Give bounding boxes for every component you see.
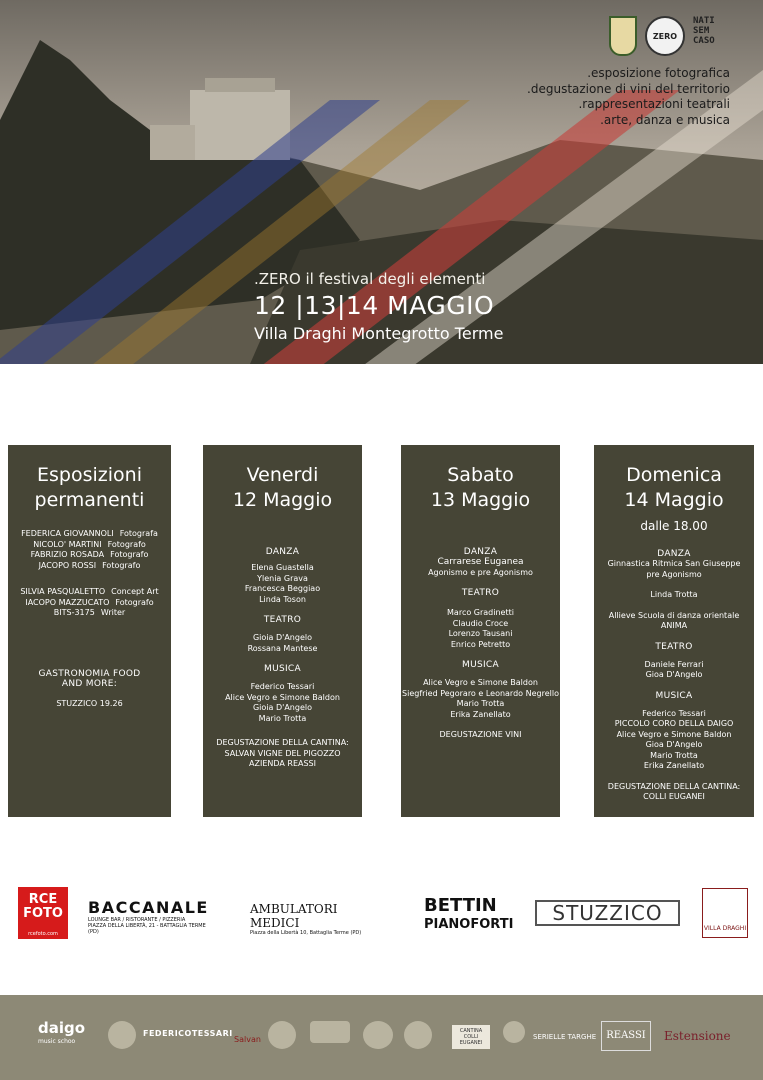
performer: Daniele Ferrari (644, 659, 704, 669)
performer: Linda Toson (259, 594, 306, 604)
section-heading: MUSICA (264, 664, 301, 674)
section-heading: MUSICA (462, 660, 499, 670)
performer: Gioia D'Angelo (252, 703, 312, 712)
daigo-sub: music schoo (38, 1038, 76, 1045)
performer: Rossana Mantese (247, 643, 318, 653)
person-role: Fotografo (107, 539, 146, 549)
baccanale-addr: PIAZZA DELLA LIBERTÀ, 21 - BATTAGLIA TERME (PD) (88, 923, 206, 935)
title-line: Domenica (626, 464, 722, 486)
column-title (8, 445, 171, 513)
performer: Erika Zanellato (643, 761, 705, 770)
gastronomia-heading: AND MORE: (61, 678, 118, 689)
partner-icon (310, 1021, 350, 1043)
performer: Ginnastica Ritmica San Giuseppe (607, 559, 741, 568)
person-name: FABRIZIO ROSADA (30, 550, 105, 559)
performer: pre Agonismo (646, 569, 702, 579)
hero-text (254, 270, 503, 343)
performer: Federico Tessari (642, 708, 706, 718)
ambulatori-logo (250, 902, 390, 936)
section-heading: DANZA (657, 549, 691, 559)
performer: Claudio Croce (452, 618, 509, 628)
start-time: dalle 18.00 (640, 519, 708, 533)
partner-logos (609, 16, 733, 56)
feature-list (527, 66, 730, 128)
ambulatori-addr: Piazza della Libertà 10, Battaglia Terme (PD) (250, 930, 362, 936)
performer: Alice Vegro e Simone Baldon (616, 729, 732, 739)
daigo-name: daigo (38, 1019, 86, 1037)
estensione-logo: Estensione (664, 1029, 731, 1043)
person-role: Fotografo (102, 560, 141, 570)
person-name: FEDERICA GIOVANNOLI (21, 529, 114, 538)
performer: Siegfried Pegoraro e Leonardo Negrello (402, 688, 559, 698)
person-role: Concept Art (111, 587, 159, 596)
performer: Gioa D'Angelo (645, 740, 703, 749)
salvan-logo: Salvan (234, 1035, 261, 1044)
partner-icon (404, 1021, 432, 1049)
hero-banner (0, 0, 763, 364)
gastronomia-heading: GASTRONOMIA FOOD (38, 668, 141, 679)
person-name: BITS-3175 (53, 608, 95, 617)
performer: Linda Trotta (650, 590, 698, 599)
title-line: Sabato (447, 464, 514, 486)
cantina-heading: DEGUSTAZIONE DELLA CANTINA: (216, 738, 349, 747)
section-heading: TEATRO (655, 641, 693, 652)
rce-foto-logo (18, 887, 68, 939)
section-heading: DANZA (463, 547, 498, 557)
festival-dates: 12 |13|14 MAGGIO (254, 291, 495, 320)
cantina-heading: DEGUSTAZIONE DELLA CANTINA: (607, 781, 741, 791)
section-heading: TEATRO (263, 615, 302, 625)
performer: Marco Gradinetti (447, 608, 514, 617)
performer: Francesca Beggiao (244, 584, 321, 593)
column-sabato (401, 445, 560, 817)
degustazione-heading: DEGUSTAZIONE VINI (439, 730, 522, 739)
performer: Erika Zanellato (450, 709, 511, 719)
feature-item: .esposizione fotografica (587, 66, 730, 80)
title-line: 12 Maggio (232, 489, 333, 511)
column-esposizioni (8, 445, 171, 817)
section-heading: DANZA (265, 547, 300, 557)
feature-item: .rappresentazioni teatrali (578, 97, 730, 111)
performer: Enrico Petretto (450, 639, 511, 649)
column-title (401, 445, 560, 513)
performer: Mario Trotta (650, 750, 698, 760)
ambulatori-name: AMBULATORI MEDICI (250, 902, 338, 930)
villa-draghi-logo: VILLA DRAGHI (702, 888, 748, 938)
cantina-name: SALVAN VIGNE DEL PIGOZZO (224, 748, 341, 758)
partner-icon (503, 1021, 525, 1043)
baccanale-sub: LOUNGE BAR / RISTORANTE / PIZZERIA (88, 917, 186, 923)
festival-place: Villa Draghi Montegrotto Terme (254, 324, 504, 343)
column-venerdi (203, 445, 362, 817)
federico-logo: FEDERICOTESSARI (143, 1029, 233, 1038)
baccanale-name: BACCANALE (88, 898, 209, 917)
person-role: Writer (100, 608, 126, 617)
person-name: JACOPO ROSSI (38, 560, 97, 570)
reassi-logo: REASSI (601, 1021, 651, 1051)
zero-logo: ZERO (645, 16, 685, 56)
emblem-icon (108, 1021, 136, 1049)
sponsor-row (0, 880, 763, 946)
performer: Lorenzo Tausani (448, 629, 513, 638)
rce-site: rcefoto.com (28, 931, 58, 937)
performer: Federico Tessari (250, 682, 315, 691)
performer: Carrarese Euganea (437, 557, 524, 567)
performer: Allieve Scuola di danza orientale (608, 610, 740, 620)
title-line: permanenti (34, 489, 145, 511)
performer: Mario Trotta (456, 699, 505, 708)
bettin-name: BETTIN (424, 895, 497, 916)
column-domenica (594, 445, 754, 817)
feature-item: .arte, danza e musica (600, 112, 730, 127)
column-title (594, 445, 754, 513)
person-name: NICOLO' MARTINI (33, 539, 102, 549)
performer: Alice Vegro e Simone Baldon (225, 692, 340, 702)
festival-subtitle: .ZERO il festival degli elementi (254, 270, 486, 288)
baccanale-logo (88, 898, 218, 935)
footer-sponsor-band (0, 995, 763, 1080)
feature-item: .degustazione di vini del territorio (527, 81, 730, 96)
performer: Gioa D'Angelo (645, 670, 703, 679)
section-heading: TEATRO (461, 588, 500, 598)
person-role: Fotografo (115, 597, 154, 607)
performer: ANIMA (660, 621, 688, 630)
performer: PICCOLO CORO DELLA DAIGO (614, 719, 734, 728)
rce-text: RCE FOTO (23, 892, 63, 921)
title-line: Esposizioni (37, 464, 142, 486)
performer: Agonismo e pre Agonismo (428, 567, 533, 577)
daigo-logo (38, 1021, 85, 1049)
person-name: SILVIA PASQUALETTO (20, 587, 106, 596)
performer: Mario Trotta (258, 713, 307, 723)
cantina-name: COLLI EUGANEI (643, 792, 705, 801)
nati-logo: NATI SEM CASO (693, 16, 715, 46)
performer: Gioia D'Angelo (252, 633, 312, 642)
title-line: Venerdi (246, 464, 319, 486)
performer: Alice Vegro e Simone Baldon (423, 678, 538, 687)
partner-icon (363, 1021, 393, 1049)
section-heading: MUSICA (655, 690, 693, 701)
column-title (203, 445, 362, 513)
person-role: Fotografa (119, 529, 158, 538)
gastronomia-item: STUZZICO 19.26 (56, 698, 123, 708)
performer: Ylenia Grava (257, 573, 308, 583)
title-line: 13 Maggio (430, 489, 531, 511)
performer: Elena Guastella (251, 563, 314, 572)
cantina-logo: CANTINA COLLI EUGANEI (452, 1025, 490, 1049)
stuzzico-logo: STUZZICO (535, 900, 680, 926)
serielle-logo: SERIELLE TARGHE (533, 1033, 597, 1041)
person-role: Fotografo (110, 550, 149, 559)
bettin-logo (424, 896, 519, 934)
person-name: IACOPO MAZZUCATO (25, 597, 110, 607)
title-line: 14 Maggio (624, 489, 724, 511)
bettin-sub: PIANOFORTI (424, 917, 514, 932)
cantina-name: AZIENDA REASSI (249, 759, 316, 768)
municipality-crest-icon (609, 16, 637, 56)
crest-icon (268, 1021, 296, 1049)
